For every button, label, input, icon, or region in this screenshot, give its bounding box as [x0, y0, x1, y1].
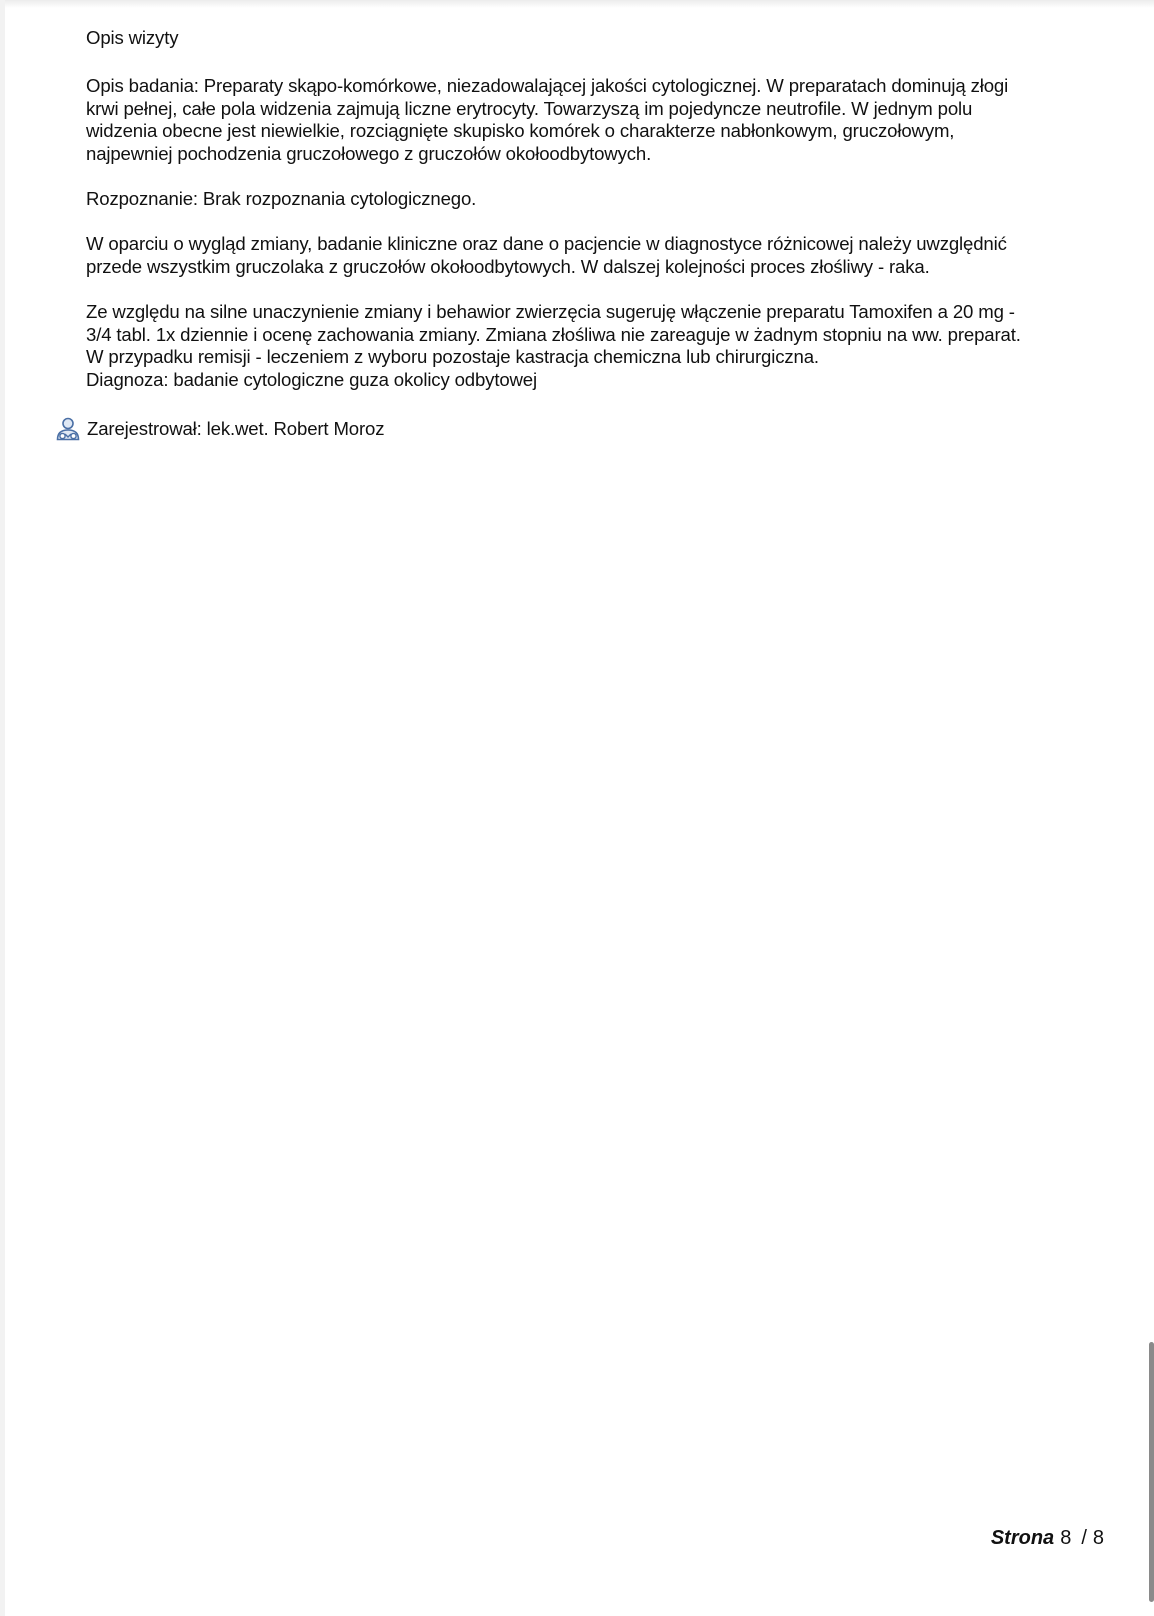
text-line: W oparciu o wygląd zmiany, badanie kliniczne oraz dane o pacjencie w diagnostyce różnicowej należy uwzględnić	[86, 233, 1007, 254]
person-icon	[55, 417, 81, 441]
registered-by-row	[55, 417, 384, 441]
scrollbar-thumb[interactable]	[1149, 1342, 1154, 1602]
text-line: Opis badania: Preparaty skąpo-komórkowe, niezadowalającej jakości cytologicznej. W preparatach dominują złogi	[86, 75, 1009, 96]
text-line: 3/4 tabl. 1x dziennie i ocenę zachowania zmiany. Zmiana złośliwa nie zareaguje w żadnym stopniu na ww. preparat.	[86, 323, 1021, 345]
differential-diagnosis-paragraph	[86, 233, 1126, 278]
text-line: najpewniej pochodzenia gruczołowego z gruczołów okołoodbytowych.	[86, 142, 652, 164]
text-line: przede wszystkim gruczolaka z gruczołów okołoodbytowych. W dalszej kolejności proces złośliwy - raka.	[86, 255, 930, 277]
page-left-edge	[0, 0, 5, 1616]
registered-by-text: Zarejestrował: lek.wet. Robert Moroz	[87, 418, 385, 439]
total-pages: 8	[1092, 1527, 1104, 1549]
page-separator: /	[1081, 1527, 1087, 1549]
text-line: Ze względu na silne unaczynienie zmiany i behawior zwierzęcia sugeruję włączenie preparatu Tamoxifen a 20 mg -	[86, 301, 1015, 322]
page-number	[991, 1527, 1104, 1550]
page-label: Strona	[990, 1527, 1055, 1549]
text-line: W przypadku remisji - leczeniem z wyboru pozostaje kastracja chemiczna lub chirurgiczna.	[86, 346, 819, 367]
text-line: widzenia obecne jest niewielkie, rozciągnięte skupisko komórek o charakterze nabłonkowym, gruczołowym,	[86, 120, 955, 141]
page-top-shadow	[0, 0, 1154, 8]
text-line: Diagnoza: badanie cytologiczne guza okolicy odbytowej	[86, 368, 537, 390]
current-page: 8	[1060, 1527, 1072, 1549]
diagnosis-paragraph	[86, 188, 1126, 211]
examination-description-paragraph	[86, 75, 1126, 165]
treatment-recommendation-paragraph	[86, 301, 1126, 391]
visit-description-heading: Opis wizyty	[86, 27, 179, 48]
text-line: krwi pełnej, całe pola widzenia zajmują liczne erytrocyty. Towarzyszą im pojedyncze neutrofile. W jednym polu	[86, 97, 973, 119]
text-line: Rozpoznanie: Brak rozpoznania cytologicznego.	[86, 188, 477, 209]
